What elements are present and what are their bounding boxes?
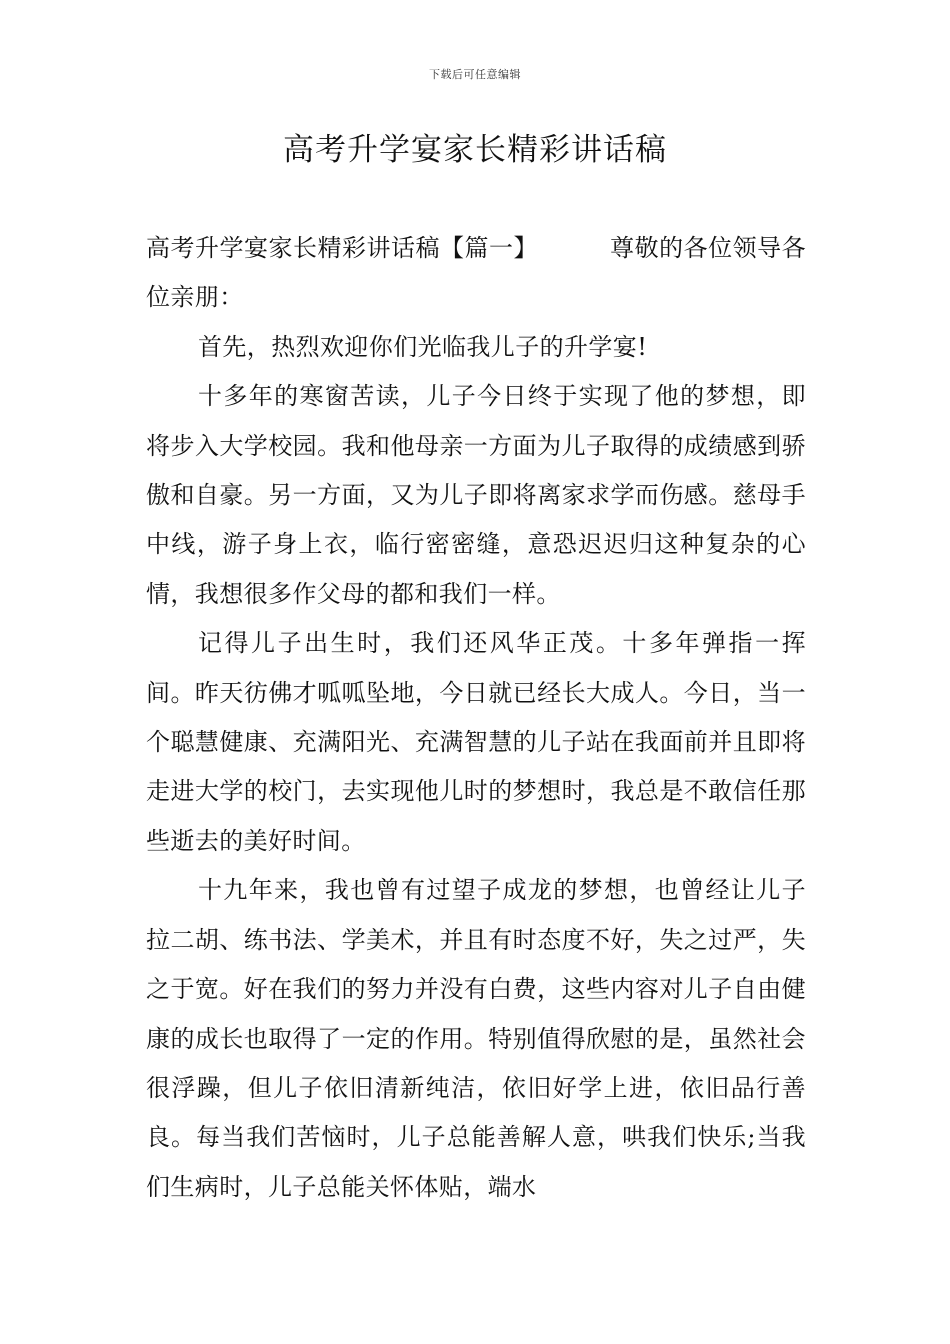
document-body — [146, 224, 806, 1212]
paragraph-1: 首先，热烈欢迎你们光临我儿子的升学宴! — [198, 332, 648, 361]
paragraph-4: 十九年来，我也曾有过望子成龙的梦想，也曾经让儿子拉二胡、练书法、学美术，并且有时态度不好，失之过严，失之于宽。好在我们的努力并没有白费，这些内容对儿子自由健康的成长也取得了一定的作用。特别值得欣慰的是，虽然社会很浮躁，但儿子依旧清新纯洁，依旧好学上进，依旧品行善良。每当我们苦恼时，儿子总能善解人意，哄我们快乐;当我们生病时，儿子总能关怀体贴，端水 — [146, 876, 806, 1201]
paragraph-2: 十多年的寒窗苦读，儿子今日终于实现了他的梦想，即将步入大学校园。我和他母亲一方面为儿子取得的成绩感到骄傲和自豪。另一方面，又为儿子即将离家求学而伤感。慈母手中线，游子身上衣，临行密密缝，意恐迟迟归这种复杂的心情，我想很多作父母的都和我们一样。 — [146, 382, 806, 608]
intro-heading: 高考升学宴家长精彩讲话稿【篇一】 — [146, 234, 538, 262]
header-note: 下载后可任意编辑 — [429, 68, 521, 81]
intro-line — [146, 224, 806, 323]
document-title: 高考升学宴家长精彩讲话稿 — [283, 132, 667, 168]
paragraph-3: 记得儿子出生时，我们还风华正茂。十多年弹指一挥间。昨天彷佛才呱呱坠地，今日就已经长大成人。今日，当一个聪慧健康、充满阳光、充满智慧的儿子站在我面前并且即将走进大学的校门，去实现他儿时的梦想时，我总是不敢信任那些逝去的美好时间。 — [146, 629, 806, 855]
intro-salutation: 尊敬的各位领导各位亲朋： — [146, 234, 806, 312]
